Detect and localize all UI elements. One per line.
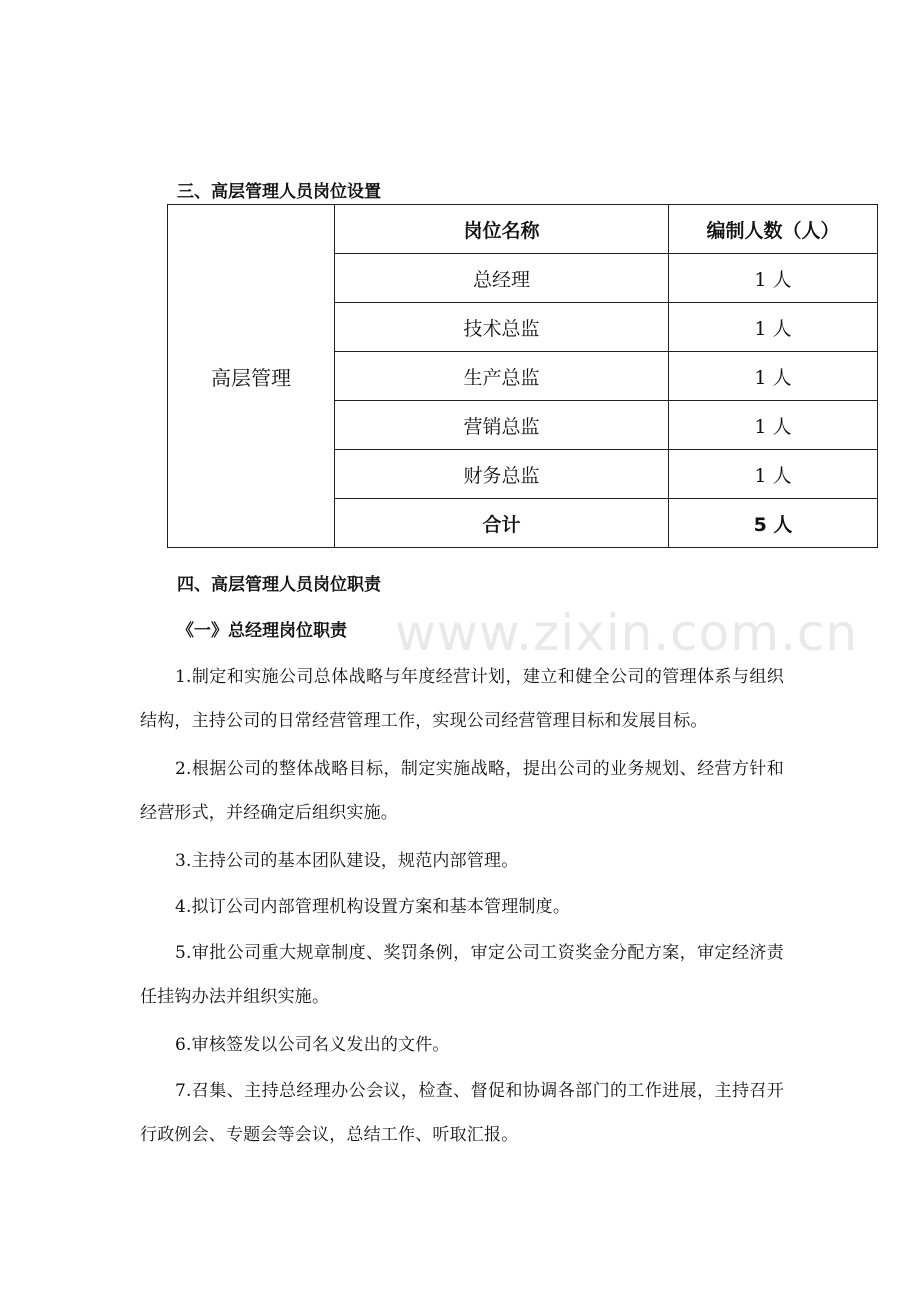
headcount-cell: 1 人 [669, 254, 878, 303]
subsection-heading-1: 《一》总经理岗位职责 [177, 621, 347, 641]
duty-item-1: 1.制定和实施公司总体战略与年度经营计划，建立和健全公司的管理体系与组织结构，主持公司的日常经营管理工作，实现公司经营管理目标和发展目标。 [140, 667, 784, 731]
duty-item-3: 3.主持公司的基本团队建设，规范内部管理。 [175, 851, 519, 871]
duty-item-6: 6.审核签发以公司名义发出的文件。 [175, 1035, 450, 1055]
duty-item-7: 7.召集、主持总经理办公会议，检查、督促和协调各部门的工作进展，主持召开行政例会、专题会等会议，总结工作、听取汇报。 [140, 1081, 784, 1145]
section-heading-3: 三、高层管理人员岗位设置 [177, 182, 381, 202]
headcount-cell: 1 人 [669, 352, 878, 401]
duty-item-4: 4.拟订公司内部管理机构设置方案和基本管理制度。 [175, 897, 571, 917]
watermark: www.zixin.com.cn [395, 604, 859, 662]
headcount-cell: 1 人 [669, 303, 878, 352]
position-cell: 财务总监 [335, 450, 669, 499]
group-cell: 高层管理 [168, 205, 335, 548]
position-cell: 生产总监 [335, 352, 669, 401]
position-cell: 技术总监 [335, 303, 669, 352]
headcount-cell: 1 人 [669, 450, 878, 499]
section-heading-4: 四、高层管理人员岗位职责 [177, 575, 381, 595]
header-position: 岗位名称 [335, 205, 669, 254]
duty-item-2: 2.根据公司的整体战略目标，制定实施战略，提出公司的业务规划、经营方针和经营形式，并经确定后组织实施。 [140, 759, 784, 823]
headcount-cell: 1 人 [669, 401, 878, 450]
position-cell: 营销总监 [335, 401, 669, 450]
header-headcount: 编制人数（人） [669, 205, 878, 254]
position-cell: 总经理 [335, 254, 669, 303]
staffing-table [167, 204, 878, 548]
total-label: 合计 [335, 499, 669, 548]
total-value: 5 人 [669, 499, 878, 548]
table-header-row [168, 205, 878, 254]
duty-item-5: 5.审批公司重大规章制度、奖罚条例，审定公司工资奖金分配方案，审定经济责任挂钩办法并组织实施。 [140, 943, 784, 1007]
